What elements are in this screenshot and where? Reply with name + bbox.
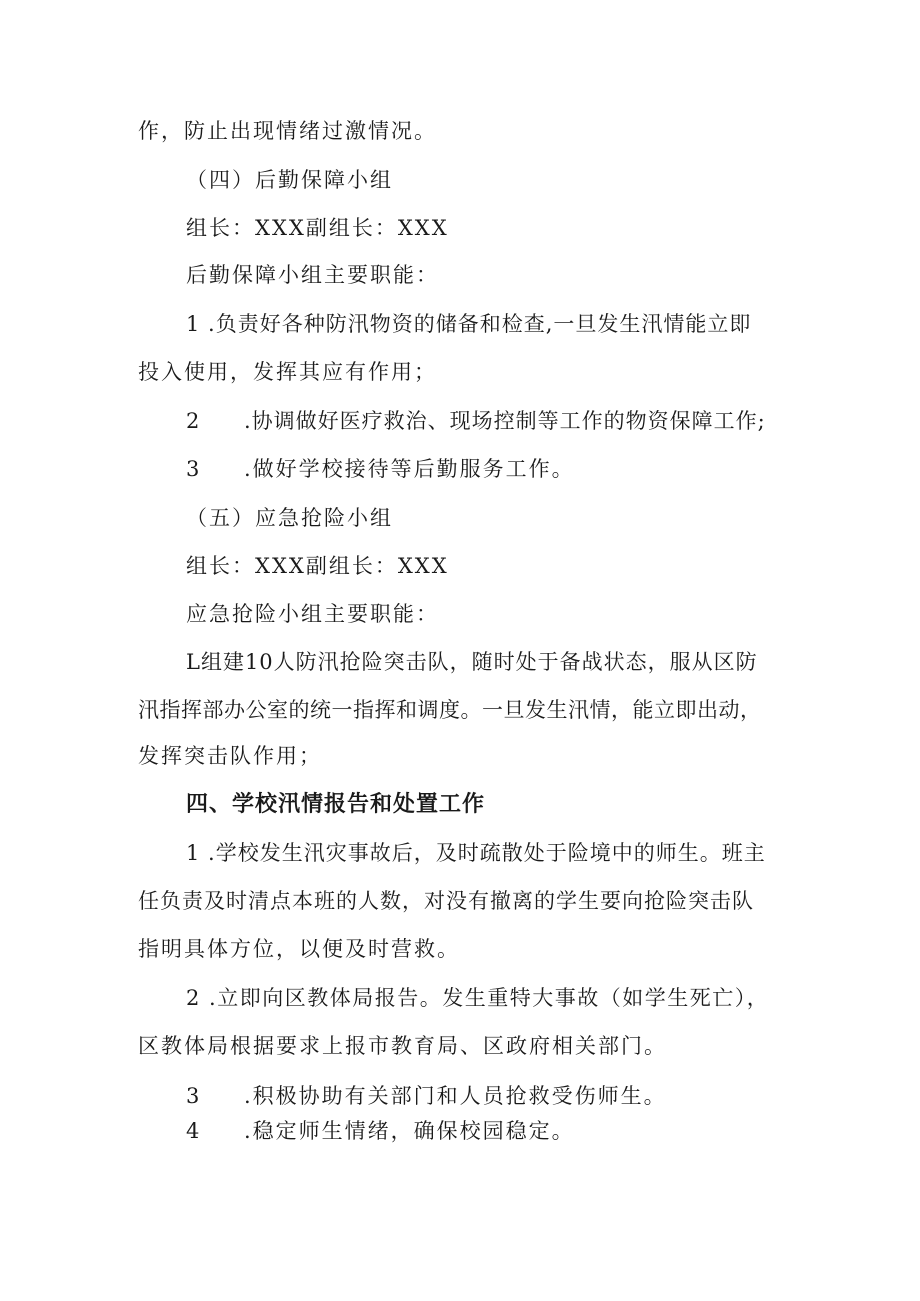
paragraph-line: 任负责及时清点本班的人数，对没有撤离的学生要向抢险突击队 <box>138 889 754 913</box>
paragraph-line: 后勤保障小组主要职能： <box>186 263 439 287</box>
paragraph-line: 1 .负责好各种防汛物资的储备和检查,一旦发生汛情能立即 <box>186 312 752 336</box>
paragraph-line: 指明具体方位，以便及时营救。 <box>138 937 460 961</box>
paragraph-line: 发挥突击队作用； <box>138 744 322 768</box>
paragraph-line: .稳定师生情绪，确保校园稳定。 <box>244 1119 575 1143</box>
paragraph-line: 组长：XXX副组长：XXX <box>186 216 449 240</box>
list-number: 4 <box>186 1119 202 1143</box>
paragraph-line: 区教体局根据要求上报市教育局、区政府相关部门。 <box>138 1034 667 1058</box>
paragraph-line: 2 .立即向区教体局报告。发生重特大事故（如学生死亡）， <box>186 986 770 1010</box>
list-number: 3 <box>186 457 202 481</box>
paragraph-line: 组长：XXX副组长：XXX <box>186 554 449 578</box>
section-title: （五）应急抢险小组 <box>186 506 393 530</box>
paragraph-line: 作，防止出现情绪过激情况。 <box>138 119 437 143</box>
section-title: （四）后勤保障小组 <box>186 168 393 192</box>
paragraph-line: 应急抢险小组主要职能： <box>186 602 439 626</box>
paragraph-line: .做好学校接待等后勤服务工作。 <box>244 457 575 481</box>
paragraph-line: 汛指挥部办公室的统一指挥和调度。一旦发生汛情，能立即出动， <box>138 698 762 722</box>
paragraph-line: 投入使用，发挥其应有作用； <box>138 360 437 384</box>
list-number: 2 <box>186 409 202 433</box>
paragraph-line: 1 .学校发生汛灾事故后，及时疏散处于险境中的师生。班主 <box>186 841 766 865</box>
list-number: 3 <box>186 1084 202 1108</box>
paragraph-line: L组建10人防汛抢险突击队，随时处于备战状态，服从区防 <box>186 650 758 674</box>
paragraph-line: .积极协助有关部门和人员抢救受伤师生。 <box>244 1084 667 1108</box>
chapter-heading: 四、学校汛情报告和处置工作 <box>186 792 486 817</box>
paragraph-line: .协调做好医疗救治、现场控制等工作的物资保障工作; <box>244 409 766 433</box>
